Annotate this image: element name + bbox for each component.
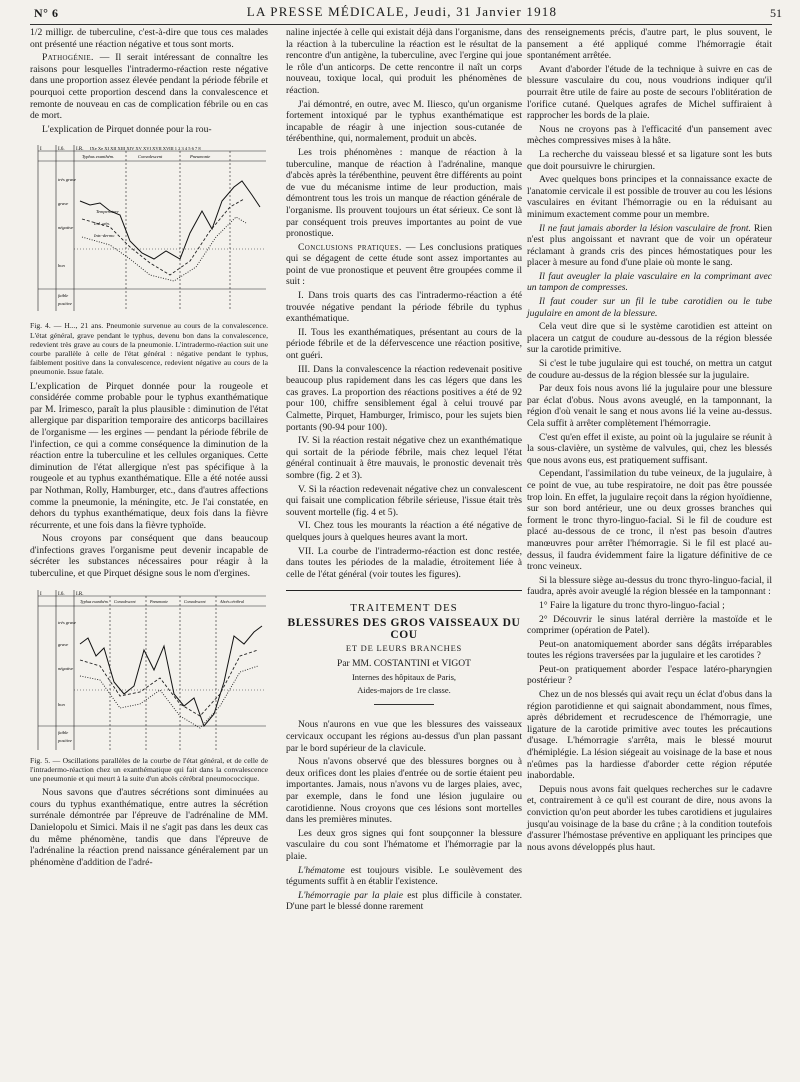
- fig5-phase: Pneumonie: [150, 598, 168, 604]
- fig5-col-label: I.6.: [58, 591, 65, 597]
- paragraph: Depuis nous avons fait quelques recherches sur le cadavre et, contrairement à ce qu'il est courant de dire, nous avons la conviction qu'on peut aborder les tubes carotidiens et jugulaires jusqu'au voisinage de la base du crâne ; à la condition toutefois d'assurer l'hémostase préventive en appliquant les principes que nous avons développés plus haut.: [527, 783, 772, 853]
- paragraph: Avec quelques bons principes et la connaissance exacte de l'anatomie cervicale il est possible de trouver au cou les lésions vasculaires en évitant l'hémorragie ou en la réduisant au minimum exactement comme pour un membre.: [527, 174, 772, 220]
- section-heading: Pathogénie.: [42, 52, 94, 64]
- paragraph-principle-1: [527, 223, 772, 269]
- fig5-phase: Convalescent: [114, 598, 136, 604]
- page-header: [22, 0, 782, 24]
- fig4-side-label: très grave: [58, 177, 77, 183]
- paragraph: Les trois phénomènes : manque de réaction à la tuberculine, manque de réaction à l'adrénaline, manque d'abcès après la térébenthine, peuvent être différents au point de vue du mécanisme intime de leur production, mais démontrent tous les trois un manque de réaction générale de l'organisme. Ils prouvent toujours un état sérieux. Ce sont là par conséquent trois preuves importantes au point de vue pronostique.: [286, 146, 522, 240]
- conclusion-item: I. Dans trois quarts des cas l'intradermo-réaction a été trouvée négative pendant la période fébrile du typhus exanthématique.: [286, 290, 522, 325]
- list-item: 2° Découvrir le sinus latéral derrière la mastoïde et le comprimer (opération de Patel).: [527, 613, 772, 637]
- paragraph: 1/2 milligr. de tuberculine, c'est-à-dire que tous ces malades ont présenté une réaction négative et tous sont morts.: [30, 27, 268, 50]
- paragraph: Par deux fois nous avons lié la jugulaire pour une blessure par éclat d'obus. Nous avons aveuglé, en la tamponnant, la région d'où venait le sang et nous avons lié la veine au-dessus. Cela suffit à arrêter complètement l'hémorragie.: [527, 383, 772, 429]
- paragraph-hematome: [286, 865, 522, 888]
- figure-5: [30, 586, 268, 784]
- article-affiliation: Internes des hôpitaux de Paris,: [351, 672, 457, 683]
- fig5-side-label: très grave: [58, 619, 77, 625]
- fig5-side-label: positive: [58, 737, 72, 743]
- paragraph: Les deux gros signes qui font soupçonner la blessure vasculaire du cou sont l'hématome et l'hémorragie par la plaie.: [286, 827, 522, 862]
- divider: [374, 704, 434, 705]
- paragraph-pathogenie: [30, 52, 268, 122]
- fig5-temperature-curve: [80, 626, 262, 726]
- paragraph: Peut-on pratiquement aborder l'espace latéro-pharyngien postérieur ?: [527, 663, 772, 687]
- paragraph: Peut-on anatomiquement aborder sans dégâts irréparables toutes les régions traversées par la jugulaire et les carotides ?: [527, 638, 772, 662]
- fig4-col-label: I.R.: [76, 147, 84, 153]
- paragraph: Nous ne croyons pas à l'efficacité d'un pansement avec mèches compressives mises à la hâte.: [527, 123, 772, 147]
- paragraph: L'explication de Pirquet donnée pour la rougeole et considérée comme probable pour le typhus exanthématique par M. Irimesco, paraît la plus plausible : diminution de l'état allergique par disparition temporaire des anticorps bacillaires de l'organisme — les ergines — pendant la période fébrile de l'infection, ce qui a comme conséquence la diminution de la réaction entre la tuberculine et les cellules organiques. Cette diminution de l'état allergique n'est pas spécifique à la rougeole et au typhus exanthématique. Elle a été notée aussi par Nothman, Rolly, Hamburger, etc., dans d'autres affections comme la pneumonie, la méningite, etc. Je l'ai constatée, en dehors du typhus exanthématique, deux fois dans la fièvre récurrente, et une fois dans la fièvre typhoïde.: [30, 380, 268, 531]
- conclusion-item: III. Dans la convalescence la réaction redevenait positive beaucoup plus rapidement dans les cas légers que dans les cas graves. La proportion des réactions positives a été de 92 pour 100, chiffre sensiblement égal à celui trouvé par Calmette, Pirquet, Hamburger, Irimisco, pour les sujets bien portants (90-94 pour 100).: [286, 363, 522, 433]
- conclusion-item: II. Tous les exanthématiques, présentant au cours de la période fébrile et de la défervescence une réaction positive, ont guéri.: [286, 326, 522, 362]
- article-title-line-2: BLESSURES DES GROS VAISSEAUX DU COU: [287, 616, 521, 641]
- conclusion-item: IV. Si la réaction restait négative chez un exanthématique qui sortait de la période fébrile, mais chez lequel l'état général continuait à être mauvais, le pronostic devenait très sombre (fig. 2 et 3).: [286, 435, 522, 481]
- paragraph-text: est toujours visible. Le soulèvement des téguments suffit à en établir l'existence.: [286, 864, 522, 888]
- issue-number: N° 6: [34, 6, 59, 20]
- paragraph: des renseignements précis, d'autre part, le plus souvent, le pansement a été appliqué comme l'hémorragie était spontanément arrêtée.: [527, 27, 772, 62]
- paragraph-conclusions: [286, 242, 522, 288]
- figure-4: [30, 141, 268, 376]
- figure-4-caption: Fig. 4. — H..., 21 ans. Pneumonie survenue au cours de la convalescence. L'état général, grave pendant le typhus, devenu bon dans la convalescence, redevient très grave au cours de la pneumonie. L'intradermo-réaction suit une courbe parallèle à celle de l'état général : négative pendant le typhus, faiblement positive dans la convalescence, redevient négative au cours de la pneumonie. Issue fatale.: [30, 321, 268, 377]
- paragraph: Nous savons que d'autres sécrétions sont diminuées au cours du typhus exanthématique, entre autres la sécrétion surrénale démontrée par l'épreuve de l'adrénaline de MM. Danielopolu et Simici. Mais il ne s'agit pas dans les deux cas du même phénomène, tandis que dans l'épreuve de l'adrénaline la réaction prend naissance généralement par un phénomène d'addition de l'adré-: [30, 787, 268, 868]
- fig4-phase: Pneumonie: [190, 154, 211, 160]
- paragraph: Nous croyons par conséquent que dans beaucoup d'infections graves l'organisme peut devenir incapable de sécréter les substances nécessaires pour réagir à la tuberculine, et que Pirquet désigne sous le nom d'ergines.: [30, 533, 268, 580]
- article-authors: Par MM. COSTANTINI et VIGOT: [337, 658, 471, 669]
- fig4-curve-label: Temperature: [96, 209, 119, 215]
- principle-3: Il faut couder sur un fil le tube carotidien ou le tube jugulaire en amont de la blessure.: [527, 296, 772, 319]
- fig4-day-numbers: IXe Xe XI XII XIII XIV XV XVI XVII XVIII 1 2 3 4 5 6 7 8: [90, 146, 201, 152]
- fig5-col-label: I.R.: [76, 591, 84, 597]
- italic-term: L'hématome: [298, 864, 345, 876]
- paragraph: Chez un de nos blessés qui avait reçu un éclat d'obus dans la région parotidienne et qui saignait abondamment, nous fîmes, après débridement et recrudescence de l'hémorragie, une ligature de la carotide primitive avec toutes les précautions d'usage. L'hémorragie s'arrêta, mais le blessé mourut d'hémiplégie. La lésion siégeait au voisinage de la base et nous n'eûmes pas la hardiesse d'aborder cette région réputée inabordable.: [527, 689, 772, 782]
- fig4-side-label: grave: [58, 201, 69, 207]
- fig4-col-label: I: [40, 147, 42, 153]
- fig5-phase: Abcès cérébral: [220, 598, 245, 604]
- paragraph-text: est plus difficile à constater. D'une part le blessé donne rarement: [286, 889, 522, 913]
- fig5-col-label: I: [40, 591, 42, 597]
- section-heading: Conclusions pratiques.: [298, 241, 402, 253]
- fig5-side-label: bon: [58, 701, 65, 707]
- column-1: [30, 27, 268, 870]
- fig4-col-label: I.6.: [58, 147, 65, 153]
- fig5-side-label: faible: [58, 729, 69, 735]
- conclusion-item: VI. Chez tous les mourants la réaction a été négative de quelques jours à quelques heures avant la mort.: [286, 520, 522, 543]
- fig4-side-label: négative: [58, 225, 74, 231]
- column-2: [286, 27, 522, 915]
- fig4-side-label: faible: [58, 293, 69, 299]
- fig4-curve-label: Iod. gén.: [94, 221, 110, 227]
- header-rule: [30, 24, 772, 25]
- paragraph: Cela veut dire que si le système carotidien est atteint on placera un catgut de coudure au-dessous de la région blessée sur la carotide primitive.: [527, 321, 772, 356]
- italic-term: L'hémorragie par la plaie: [298, 889, 403, 901]
- paragraph: Nous n'aurons en vue que les blessures des vaisseaux cervicaux occupant les régions au-dessus d'un plan passant par le bord supérieur de la clavicule.: [286, 719, 522, 754]
- page-number: 51: [770, 6, 782, 20]
- article-heading: [286, 590, 522, 705]
- principle-2: Il faut aveugler la plaie vasculaire en la comprimant avec un tampon de compresses.: [527, 270, 772, 294]
- paragraph-hemorragie: [286, 890, 522, 913]
- article-affiliation: Aides-majors de 1re classe.: [357, 684, 451, 695]
- fig5-phase: Typhus exanthém.: [80, 598, 109, 604]
- paragraph-text: — Il serait intéressant de connaître les raisons pour lesquelles l'intradermo-réaction reste négative dans une proportion assez élevée pendant la période fébrile et pourquoi cette proportion descend dans la convalescence et remonte de nouveau en cas de complication fébrile ou en cas de mort.: [30, 52, 268, 122]
- paragraph: Cependant, l'assimilation du tube veineux, de la jugulaire, à ce point de vue, au tube respiratoire, ne doit pas être poussée trop loin. En effet, la jugulaire reçoit dans la région hyoïdienne, sur son bord antérieur, une ou deux grosses branches qui forment le tronc thyro-linguo-facial. Si le fil de coudure est placé au-dessous de ce tronc, il n'est pas besoin d'autres manœuvres pour arrêter l'hémorragie. Si le fil est placé au-dessus, il faudra évidemment faire la ligature définitive de ce tronc veineux.: [527, 468, 772, 573]
- conclusion-item: V. Si la réaction redevenait négative chez un convalescent qui faisait une complication fébrile sérieuse, l'issue était très souvent mortelle (fig. 4 et 5).: [286, 483, 522, 518]
- paragraph: La recherche du vaisseau blessé et sa ligature sont les buts que doit poursuivre le chirurgien.: [527, 148, 772, 172]
- paragraph: Nous n'avons observé que des blessures borgnes ou à deux orifices dont les plaies d'entrée ou de sortie étaient peu importantes. Jamais, nous n'avons vu de larges plaies, avec, par exemple, dans le fond une lésion jugulaire ou carotidienne. Nous croyons que ces lésions sont mortelles dans les premières minutes.: [286, 756, 522, 826]
- figure-5-chart: [30, 586, 268, 756]
- article-title-line-1: TRAITEMENT DES: [350, 602, 458, 615]
- paragraph: naline injectée à celle qui existait déjà dans l'organisme, dans la réaction à la tuberculine la réaction est le résultat de la rencontre d'un antigène, la tuberculine, avec l'ergine qui joue le rôle d'un anticorps. De cette rencontre il naît un corps nouveau, toxique local, qui produit les phénomènes de réaction.: [286, 27, 522, 96]
- fig5-general-state-curve: [80, 650, 258, 716]
- article-title-line-3: ET DE LEURS BRANCHES: [345, 643, 463, 654]
- column-3: [527, 27, 772, 855]
- italic-principle: Il ne faut jamais aborder la lésion vasculaire de front.: [539, 222, 751, 234]
- list-item: 1° Faire la ligature du tronc thyro-linguo-facial ;: [539, 599, 725, 611]
- paragraph: C'est qu'en effet il existe, au point où la jugulaire se réunit à la sous-clavière, un système de valvules, qui, chez les blessés que nous avons eus, est pratiquement suffisant.: [527, 431, 772, 466]
- paragraph-text: — Les conclusions pratiques qui se dégagent de cette étude sont assez importantes au point de vue pronostique et peuvent être groupées comme il suit :: [286, 241, 522, 288]
- fig4-side-label: bon: [58, 263, 65, 269]
- fig5-phase: Convalescent: [184, 598, 206, 604]
- fig5-side-label: négative: [58, 665, 74, 671]
- paragraph: J'ai démontré, en outre, avec M. Iliesco, qu'un organisme fortement intoxiqué par le typhus exanthématique est incapable de réagir à une injection sous-cutanée de térébenthine, qui, normalement, produit un abcès.: [286, 98, 522, 145]
- paragraph-pirquet-intro: L'explication de Pirquet donnée pour la rou-: [42, 123, 212, 135]
- fig4-phase: Convalescent: [138, 154, 163, 160]
- conclusion-item: VII. La courbe de l'intradermo-réaction est donc restée, dans toutes les périodes de la maladie, étroitement liée à celle de l'état général (voir toutes les figures).: [286, 545, 522, 580]
- fig4-side-label: positive: [58, 301, 72, 307]
- paragraph: Avant d'aborder l'étude de la technique à suivre en cas de blessure vasculaire du cou, nous voudrions indiquer qu'il pourrait être utile de faire au poste de secours l'oblitération de l'orifice cutané. Quelques agrafes de Michel suffiraient à rapprocher les bords de la plaie.: [527, 63, 772, 122]
- paragraph-text: Rien n'est plus angoissant et navrant que de voir un opérateur réclamant à grands cris des pinces hémostatiques pour les placer à mesure au fond d'une plaie où monte le sang.: [527, 222, 772, 269]
- journal-title: LA PRESSE MÉDICALE, Jeudi, 31 Janvier 1918: [246, 4, 558, 19]
- fig5-side-label: grave: [58, 641, 69, 647]
- paragraph: Si c'est le tube jugulaire qui est touché, on mettra un catgut de coudure au-dessus de la région blessée sur la jugulaire.: [527, 358, 772, 381]
- fig4-curve-label: Intr.-dermo: [94, 233, 115, 239]
- figure-5-caption: Fig. 5. — Oscillations parallèles de la courbe de l'état général, et de celle de l'intradermo-réaction chez un exanthématique qui fait dans la convalescence une pneumonie et qui meurt à la suite d'un abcès cérébral pneumococcique.: [30, 755, 268, 784]
- figure-4-chart: [30, 141, 268, 321]
- fig4-phase: Typhus exanthém.: [82, 154, 115, 160]
- paragraph: Si la blessure siège au-dessus du tronc thyro-linguo-facial, il faudra, après avoir aveuglé la région blessée en la tamponnant :: [527, 574, 772, 598]
